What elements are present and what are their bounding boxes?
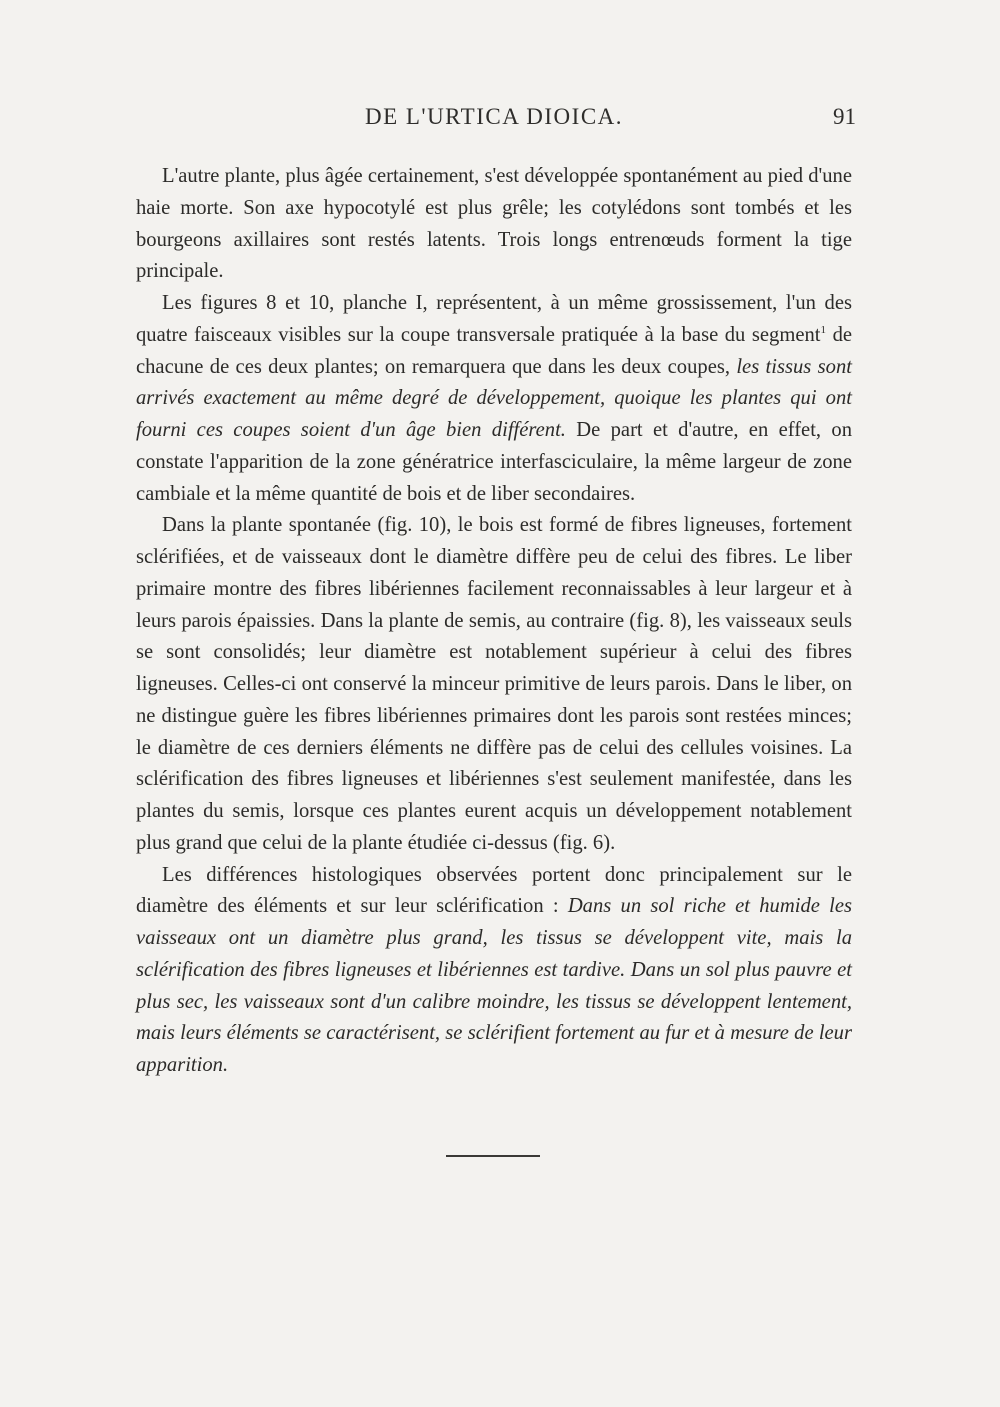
paragraph-4-italic-conclusion: Dans un sol riche et humide les vaisseaux ont un diamètre plus grand, les tissus se développent vite, mais la sclérification des fibres ligneuses et libériennes est tardive. Dans un sol plus pauvre et plus sec, les vaisseaux sont d'un calibre moindre, les tissus se développent lentement, mais leurs éléments se caractérisent, se sclérifient fortement au fur et à mesure de leur apparition. [136, 895, 852, 1076]
page-number: 91 [833, 104, 856, 129]
paragraph-2-text-start: Les figures 8 et 10, planche I, représentent, à un même grossissement, l'un des quatre faisceaux visibles sur la coupe transversale pratiquée à la base du segment [136, 292, 852, 346]
page-header [136, 104, 856, 140]
paragraph-2-text-end: De part et d'autre, en effet, on constate l'apparition de la zone génératrice interfasciculaire, la même largeur de zone cambiale et la même quantité de bois et de liber secondaires. [136, 419, 852, 505]
body-text [136, 161, 852, 1082]
paragraph-4-text-start: Les différences histologiques observées portent donc principalement sur le diamètre des éléments et sur leur sclérification : [136, 863, 852, 918]
paragraph-1: L'autre plante, plus âgée certainement, s'est développée spontanément au pied d'une haie morte. Son axe hypocotylé est plus grêle; les cotylédons sont tombés et les bourgeons axillaires sont restés latents. Trois longs entrenœuds forment la tige principale. [136, 165, 852, 283]
footnote-reference: 1 [820, 323, 827, 336]
running-title: DE L'URTICA DIOICA. [364, 104, 624, 129]
section-end-rule [446, 1155, 540, 1157]
paragraph-4 [136, 860, 852, 1082]
paragraph-2-text-middle: de chacune de ces deux plantes; on remarquera que dans les deux coupes, [136, 323, 853, 378]
paragraph-2-italic-passage: les tissus sont arrivés exactement au même degré de développement, quoique les plantes qui ont fourni ces coupes soient d'un âge bien différent. [136, 355, 852, 441]
paragraph-2 [136, 288, 852, 510]
paragraph-3: Dans la plante spontanée (fig. 10), le bois est formé de fibres ligneuses, fortement sclérifiées, et de vaisseaux dont le diamètre diffère peu de celui des fibres. Le liber primaire montre des fibres libériennes facilement reconnaissables à leur largeur et à leurs parois épaissies. Dans la plante de semis, au contraire (fig. 8), les vaisseaux seuls se sont consolidés; leur diamètre est notablement supérieur à celui des fibres ligneuses. Celles-ci ont conservé la minceur primitive de leurs parois. Dans le liber, on ne distingue guère les fibres libériennes primaires dont les parois sont restées minces; le diamètre de ces derniers éléments ne diffère pas de celui des cellules voisines. La sclérification des fibres ligneuses et libériennes s'est seulement manifestée, dans les plantes du semis, lorsque ces plantes eurent acquis un développement notablement plus grand que celui de la plante étudiée ci-dessus (fig. 6). [136, 514, 852, 854]
